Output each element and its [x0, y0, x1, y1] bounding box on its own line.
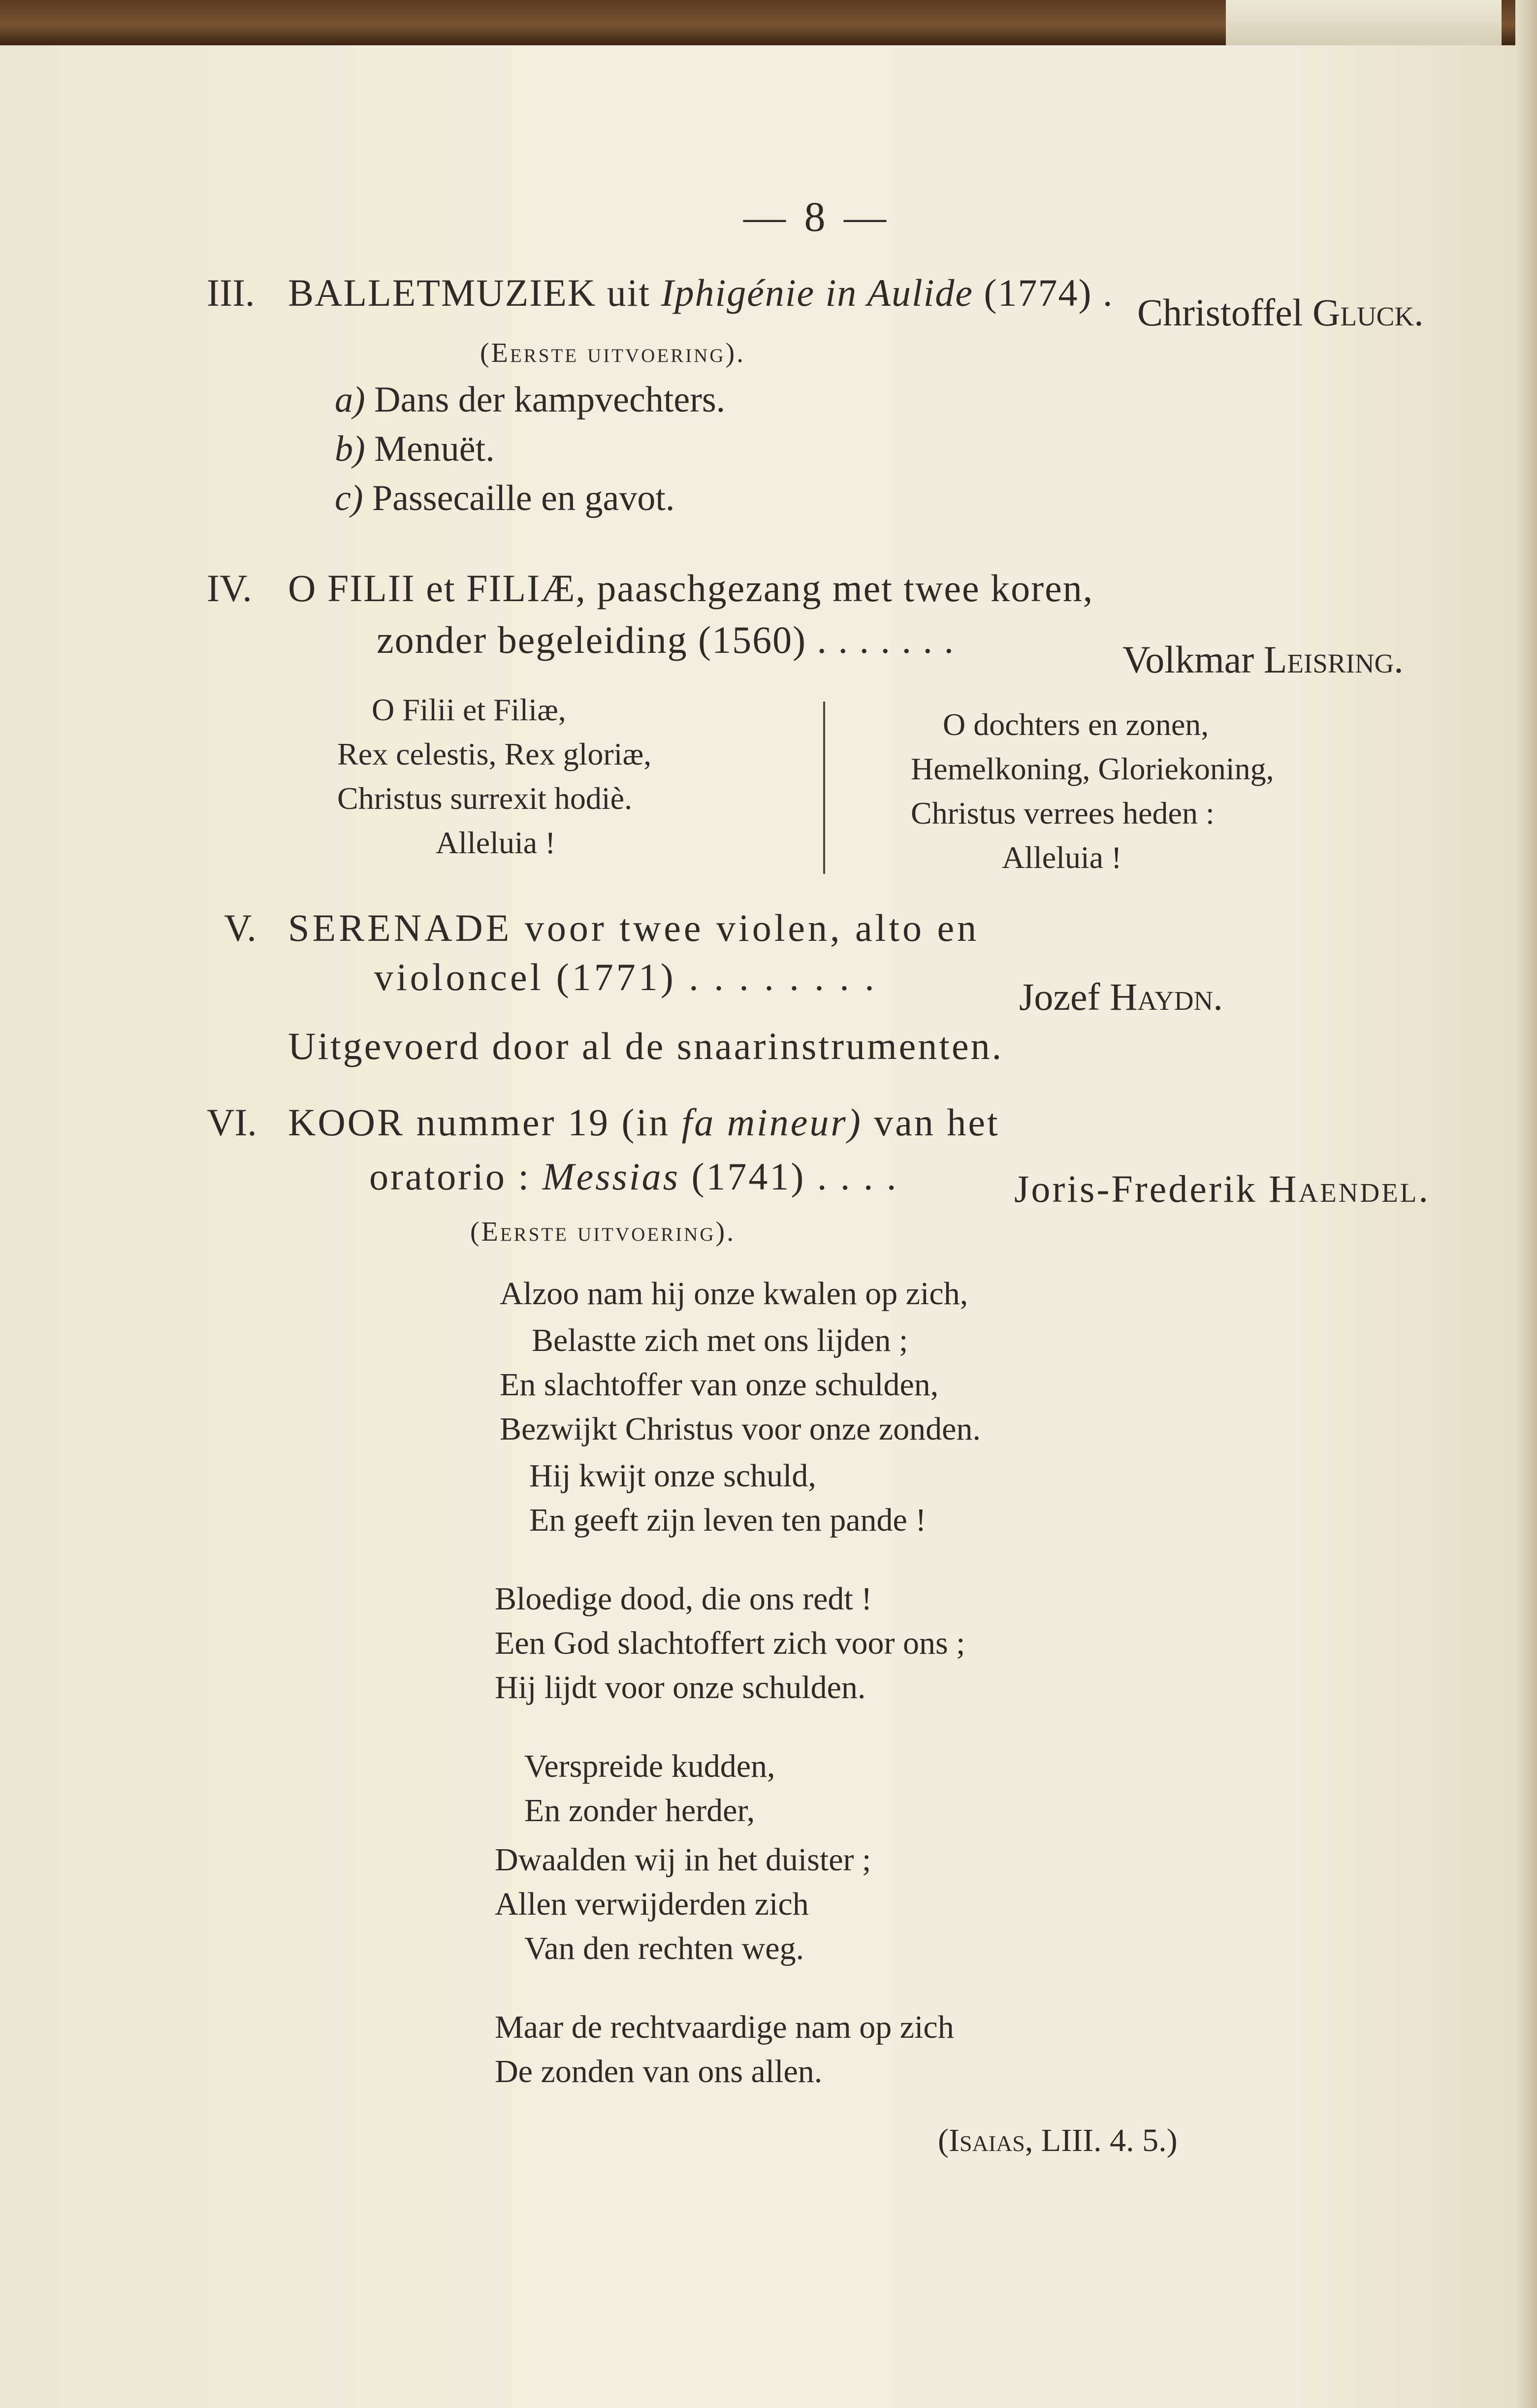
item-letter: a)	[335, 380, 365, 420]
section-iii-uit: uit	[607, 271, 651, 314]
poem-line: En zonder herder,	[524, 1793, 755, 1829]
poem-line: En slachtoffer van onze schulden,	[500, 1367, 939, 1403]
section-vi-composer	[1014, 1167, 1430, 1211]
dutch-line: O dochters en zonen,	[943, 707, 1209, 742]
section-vi-note: (Eerste uitvoering).	[470, 1217, 736, 1247]
section-iv-line1: O FILII et FILIÆ, paaschgezang met twee koren,	[288, 567, 1094, 610]
poem-line: Een God slachtoffert zich voor ons ;	[495, 1625, 965, 1661]
dutch-line: Hemelkoning, Gloriekoning,	[911, 751, 1274, 786]
poem-line: Maar de rechtvaardige nam op zich	[495, 2009, 954, 2045]
section-iii-composer	[1137, 290, 1424, 335]
column-divider	[823, 702, 825, 874]
item-text: Dans der kampvechters.	[374, 380, 726, 420]
section-iv-composer	[1122, 638, 1404, 682]
section-iii-numeral: III.	[207, 271, 255, 314]
section-iv-numeral: IV.	[207, 567, 252, 610]
section-iii-title	[288, 271, 1113, 315]
latin-line: Christus surrexit hodiè.	[337, 781, 633, 816]
page-number: — 8 —	[743, 193, 890, 240]
section-iii-composer-last: Gluck.	[1313, 291, 1424, 334]
poem-line: De zonden van ons allen.	[495, 2054, 823, 2089]
section-iv-composer-last: Leisring.	[1263, 638, 1404, 681]
poem-line: Hij kwijt onze schuld,	[529, 1458, 816, 1494]
poem-line: Dwaalden wij in het duister ;	[495, 1842, 871, 1878]
section-v-line3: Uitgevoerd door al de snaarinstrumenten.	[288, 1025, 1004, 1067]
poem-line: Belastte zich met ons lijden ;	[532, 1322, 908, 1358]
section-v-line2: violoncel (1771) . . . . . . . .	[374, 956, 877, 998]
section-vi-line1	[288, 1100, 1000, 1145]
section-vi-line2	[369, 1155, 898, 1199]
section-vi-numeral: VI.	[207, 1101, 257, 1144]
section-vi-line2-b: (1741) . . . .	[691, 1155, 898, 1198]
poem-line: Van den rechten weg.	[524, 1930, 804, 1966]
section-v-line1: SERENADE voor twee violen, alto en	[288, 906, 980, 949]
section-iii-title-text: BALLETMUZIEK	[288, 271, 597, 314]
latin-line: Alleluia !	[436, 825, 556, 860]
section-iii-item-a	[335, 379, 725, 421]
section-v-composer-last: Haydn.	[1110, 975, 1223, 1018]
section-iii-work: Iphigénie in Aulide	[661, 271, 973, 314]
poem-line: Hij lijdt voor onze schulden.	[495, 1670, 866, 1705]
section-iii-year: (1774) .	[984, 271, 1114, 314]
section-vi-composer-first: Joris-Frederik	[1014, 1167, 1257, 1210]
latin-line: Rex celestis, Rex gloriæ,	[337, 737, 652, 771]
dutch-line: Alleluia !	[1002, 840, 1122, 875]
section-iii-note: (Eerste uitvoering).	[480, 338, 746, 368]
section-iv-composer-first: Volkmar	[1122, 638, 1254, 681]
book-edge-light	[1226, 0, 1502, 45]
item-letter: b)	[335, 429, 365, 469]
book-edge-right	[1515, 0, 1537, 2408]
section-iii-item-b	[335, 428, 495, 470]
poem-line: Verspreide kudden,	[524, 1748, 775, 1784]
section-vi-line1-a: KOOR nummer 19 (in	[288, 1101, 671, 1144]
section-vi-composer-last: Haendel.	[1269, 1167, 1430, 1210]
section-iii-composer-first: Christoffel	[1137, 291, 1303, 334]
poem-line: En geeft zijn leven ten pande !	[529, 1502, 927, 1538]
poem-line: Bloedige dood, die ons redt !	[495, 1581, 872, 1617]
section-iv-line2: zonder begeleiding (1560) . . . . . . .	[377, 618, 955, 661]
section-v-composer	[1019, 975, 1223, 1019]
section-vi-work: Messias	[542, 1155, 680, 1198]
section-v-numeral: V.	[224, 906, 256, 949]
section-v-composer-first: Jozef	[1019, 975, 1100, 1018]
section-vi-key: fa mineur)	[681, 1101, 863, 1144]
section-vi-line2-a: oratorio :	[369, 1155, 531, 1198]
poem-line: Bezwijkt Christus voor onze zonden.	[500, 1411, 981, 1447]
poem-line: Allen verwijderden zich	[495, 1886, 809, 1922]
scripture-reference: (Isaias, LIII. 4. 5.)	[938, 2122, 1178, 2158]
book-edge-top	[0, 0, 1537, 45]
item-text: Passecaille en gavot.	[372, 478, 675, 518]
section-iii-item-c	[335, 478, 674, 519]
item-letter: c)	[335, 478, 363, 518]
dutch-line: Christus verrees heden :	[911, 796, 1215, 831]
latin-line: O Filii et Filiæ,	[372, 692, 566, 727]
poem-line: Alzoo nam hij onze kwalen op zich,	[500, 1276, 968, 1312]
item-text: Menuët.	[374, 429, 495, 469]
section-vi-line1-b: van het	[874, 1101, 1000, 1144]
